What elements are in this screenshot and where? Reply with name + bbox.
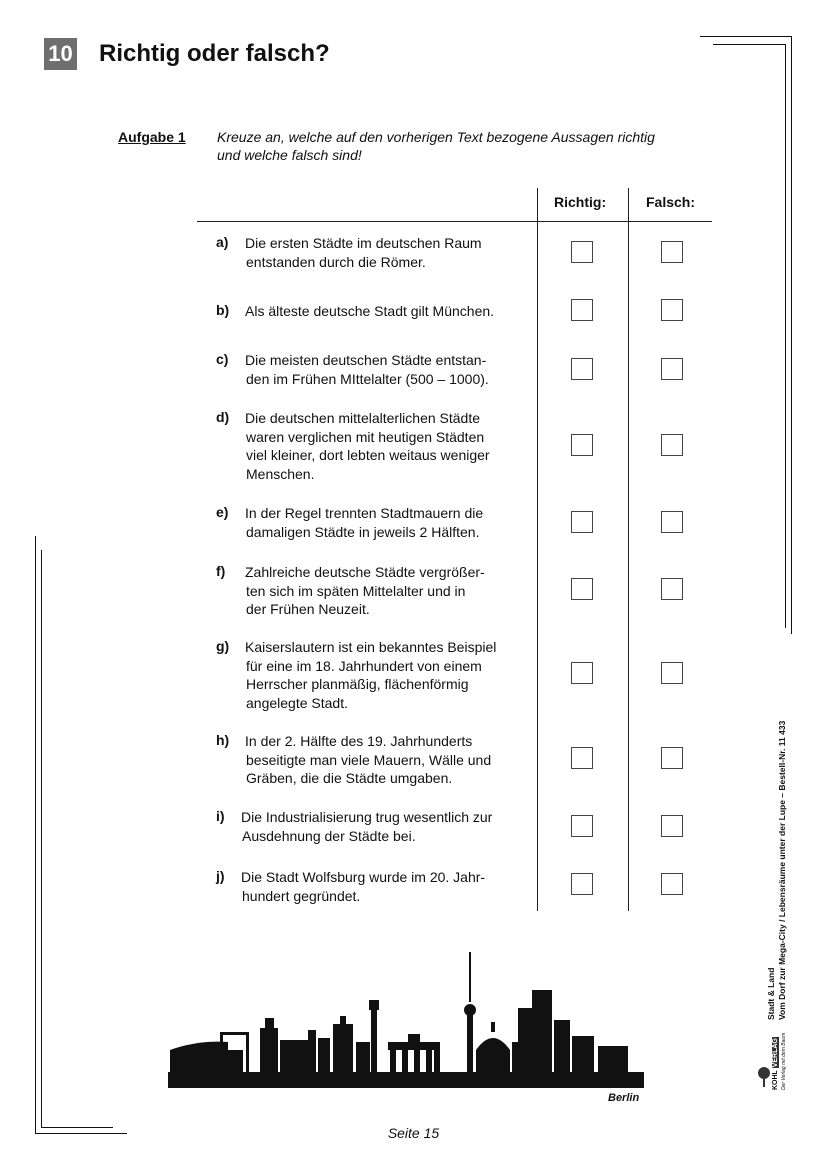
checkbox-falsch[interactable] — [661, 873, 683, 895]
checkbox-falsch[interactable] — [661, 578, 683, 600]
statement-letter: h) — [216, 732, 230, 748]
statement-line: waren verglichen mit heutigen Städten — [246, 428, 485, 445]
frame-left-v2 — [41, 550, 42, 1128]
checkbox-richtig[interactable] — [571, 358, 593, 380]
statement-letter: d) — [216, 409, 230, 425]
statement-letter: g) — [216, 638, 230, 654]
statement-line: Die meisten deutschen Städte entstan- — [245, 352, 487, 368]
statement-letter: e) — [216, 504, 229, 520]
statement-text — [241, 868, 531, 905]
checkbox-falsch[interactable] — [661, 299, 683, 321]
statement-line: damaligen Städte in jeweils 2 Hälften. — [246, 523, 480, 540]
publisher-tag: VERLAG — [772, 1038, 779, 1068]
statement-line: viel kleiner, dort lebten weitaus weniger — [246, 447, 490, 463]
statement-letter: j) — [216, 868, 225, 884]
statement-text — [245, 504, 535, 541]
checkbox-richtig[interactable] — [571, 747, 593, 769]
statement-text — [245, 563, 535, 619]
page-title: Richtig oder falsch? — [99, 40, 330, 67]
checkbox-falsch[interactable] — [661, 747, 683, 769]
checkbox-richtig[interactable] — [571, 815, 593, 837]
checkbox-richtig[interactable] — [571, 578, 593, 600]
statement-line: Herrscher planmäßig, flächenförmig — [246, 676, 469, 692]
statement-text — [245, 302, 535, 321]
page-number: Seite 15 — [387, 1125, 440, 1141]
frame-right-v1 — [791, 36, 792, 634]
statement-text — [245, 732, 535, 788]
statement-line: Als älteste deutsche Stadt gilt München. — [245, 303, 495, 319]
checkbox-richtig[interactable] — [571, 241, 593, 263]
statement-line: angelegte Stadt. — [246, 694, 348, 711]
task-label: Aufgabe 1 — [118, 129, 186, 145]
book-title-order-number: Vom Dorf zur Mega-City / Lebensräume unter der Lupe – Bestell-Nr. 11 433 — [777, 720, 787, 1020]
statement-text — [245, 638, 535, 712]
statement-letter: b) — [216, 302, 230, 318]
statement-line: entstanden durch die Römer. — [246, 253, 426, 270]
table-column-divider — [628, 188, 629, 911]
task-instruction-line: und welche falsch sind! — [217, 147, 362, 163]
image-caption: Berlin — [608, 1092, 640, 1104]
checkbox-richtig[interactable] — [571, 873, 593, 895]
statement-text — [245, 234, 535, 271]
statement-text — [245, 409, 535, 483]
statement-line: Kaiserslautern ist ein bekanntes Beispiel — [245, 639, 497, 655]
statement-line: Zahlreiche deutsche Städte vergrößer- — [245, 564, 485, 580]
statement-line: Die Industrialisierung trug wesentlich zur — [241, 809, 493, 825]
statement-line: der Frühen Neuzeit. — [246, 601, 370, 617]
statement-letter: c) — [216, 351, 229, 367]
statement-line: Die ersten Städte im deutschen Raum — [245, 235, 482, 251]
checkbox-richtig[interactable] — [571, 662, 593, 684]
tree-logo-icon — [756, 1066, 772, 1088]
statement-line: In der Regel trennten Stadtmauern die — [245, 505, 484, 521]
side-publication-info — [766, 690, 796, 1020]
frame-top-right-h2 — [713, 44, 786, 45]
statement-line: Menschen. — [246, 465, 315, 482]
checkbox-richtig[interactable] — [571, 299, 593, 321]
task-instruction-line: Kreuze an, welche auf den vorherigen Text bezogene Aussagen richtig — [217, 129, 655, 145]
table-header-rule — [197, 221, 712, 222]
publisher-slogan: Der Verlag mit dem Baum — [781, 1032, 787, 1090]
chapter-number: 10 — [44, 38, 77, 70]
statement-letter: f) — [216, 563, 226, 579]
checkbox-falsch[interactable] — [661, 815, 683, 837]
checkbox-richtig[interactable] — [571, 434, 593, 456]
checkbox-richtig[interactable] — [571, 511, 593, 533]
column-header-richtig: Richtig: — [554, 194, 607, 210]
checkbox-falsch[interactable] — [661, 434, 683, 456]
statement-letter: i) — [216, 808, 225, 824]
series-title: Stadt & Land — [766, 967, 776, 1020]
checkbox-falsch[interactable] — [661, 241, 683, 263]
statement-line: beseitigte man viele Mauern, Wälle und — [246, 751, 492, 768]
statement-line: In der 2. Hälfte des 19. Jahrhunderts — [245, 733, 473, 749]
statement-line: Die Stadt Wolfsburg wurde im 20. Jahr- — [241, 869, 486, 885]
statement-line: Die deutschen mittelalterlichen Städte — [245, 410, 481, 426]
statement-text — [245, 351, 535, 388]
frame-top-right-h1 — [700, 36, 792, 37]
frame-right-v2 — [785, 44, 786, 628]
statement-line: Gräben, die die Städte umgaben. — [246, 770, 453, 786]
berlin-skyline-image — [168, 950, 644, 1088]
task-instruction — [217, 128, 717, 164]
statement-line: hundert gegründet. — [242, 887, 361, 904]
column-header-falsch: Falsch: — [646, 194, 696, 210]
checkbox-falsch[interactable] — [661, 511, 683, 533]
frame-left-v1 — [35, 536, 36, 1134]
statement-text — [241, 808, 531, 845]
statement-line: ten sich im späten Mittelalter und in — [246, 582, 466, 599]
statement-line: für eine im 18. Jahrhundert von einem — [246, 657, 482, 674]
statement-line: Ausdehnung der Städte bei. — [242, 827, 416, 844]
publisher-logo — [756, 1020, 796, 1090]
publisher-name: KOHL — [772, 1070, 779, 1090]
checkbox-falsch[interactable] — [661, 662, 683, 684]
statement-letter: a) — [216, 234, 229, 250]
checkbox-falsch[interactable] — [661, 358, 683, 380]
statement-line: den im Frühen MIttelalter (500 – 1000). — [246, 370, 489, 387]
table-column-divider — [537, 188, 538, 911]
